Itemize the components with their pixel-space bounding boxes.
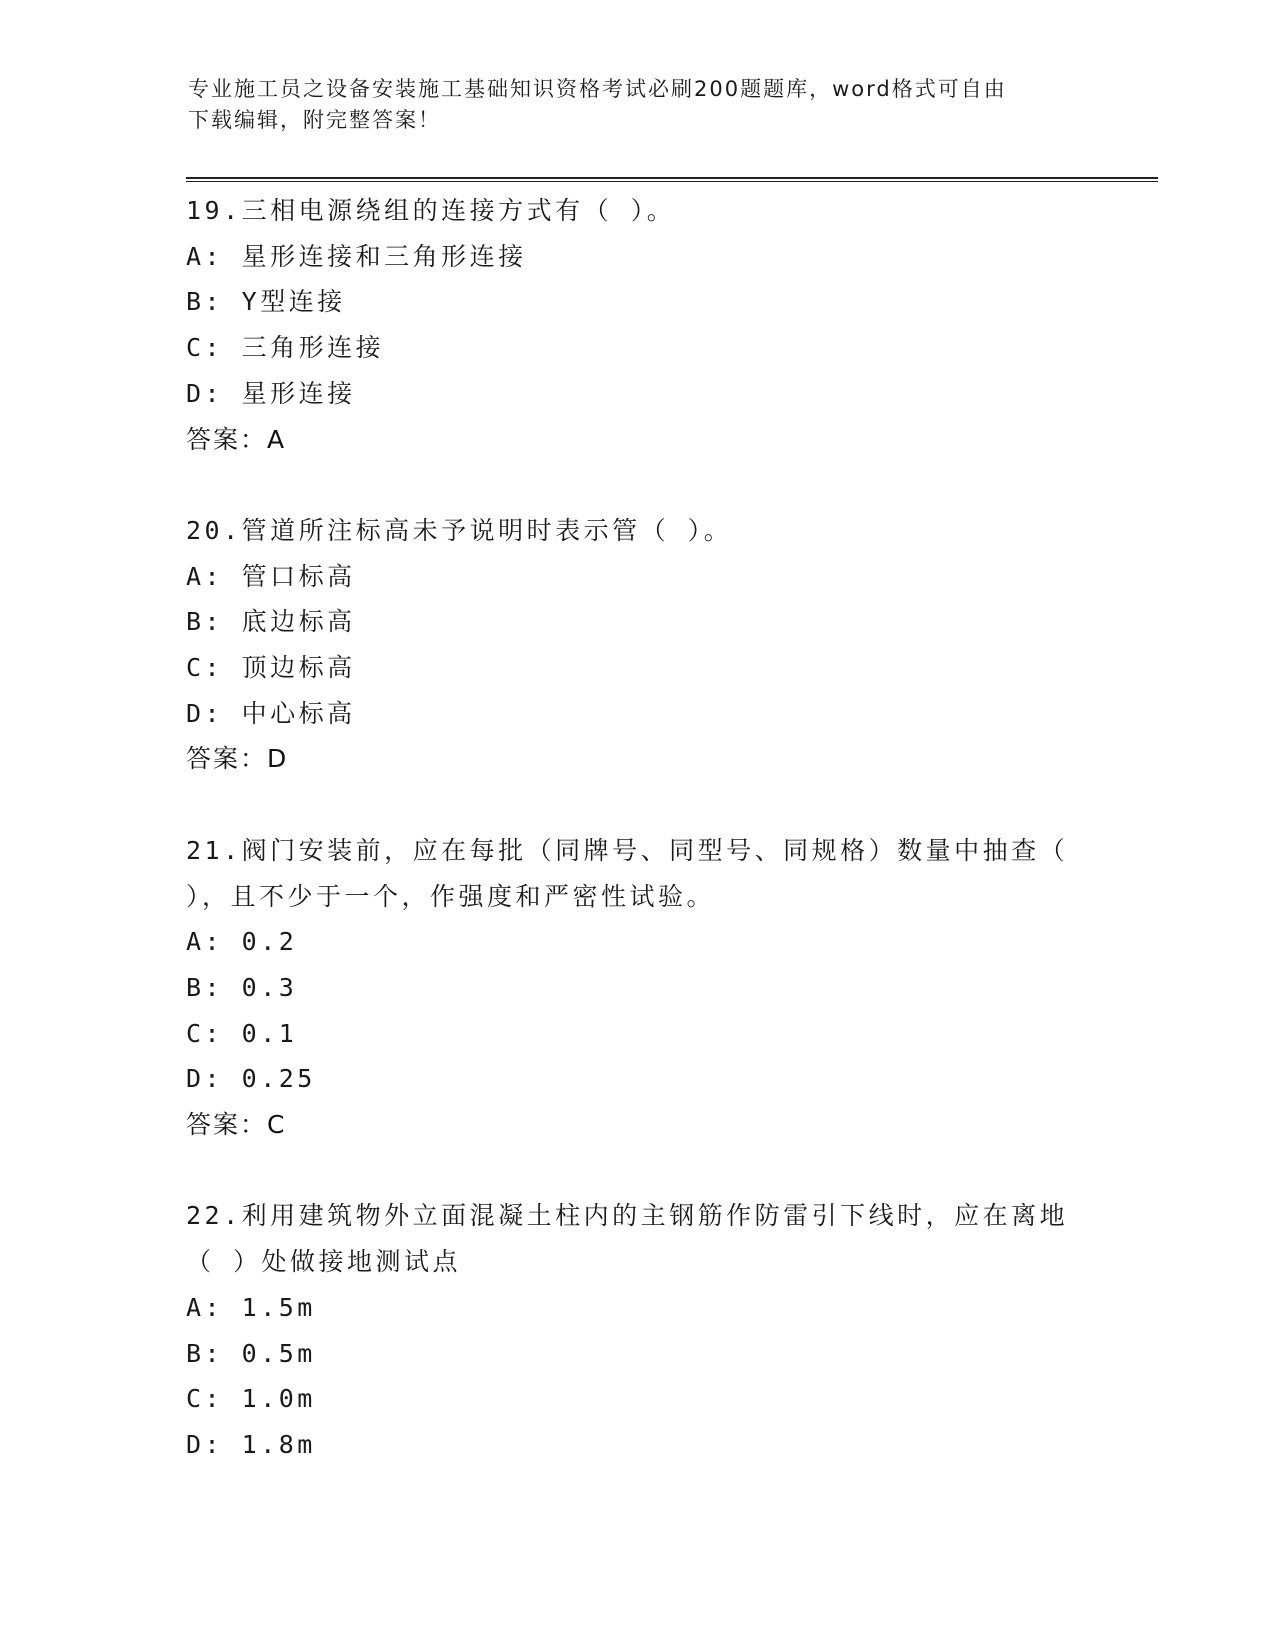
answer-line: 答案：D [186,744,289,774]
option-c: C: 顶边标高 [186,653,356,683]
header-line-1: 专业施工员之设备安装施工基础知识资格考试必刷200题题库，word格式可自由 [188,77,1007,101]
option-b: B: 底边标高 [186,607,356,637]
option-a: A: 1.5m [186,1292,316,1322]
question-stem-line-1: 21.阀门安装前，应在每批（同牌号、同型号、同规格）数量中抽查（ [186,835,1069,865]
option-a: A: 星形连接和三角形连接 [186,241,527,271]
question-stem-line-1: 22.利用建筑物外立面混凝土柱内的主钢筋作防雷引下线时，应在离地 [186,1201,1069,1231]
option-c: C: 三角形连接 [186,333,385,363]
question-20 [186,508,1116,782]
question-stem-line-2: ），且不少于一个，作强度和严密性试验。 [186,881,716,911]
option-b: B: 0.5m [186,1338,316,1368]
header-line-2: 下载编辑，附完整答案！ [188,108,441,132]
option-d: D: 星形连接 [186,378,356,408]
option-d: D: 中心标高 [186,698,356,728]
spacer [186,462,1116,508]
question-21 [186,828,1116,1148]
question-19 [186,188,1116,462]
question-stem-line-2: （ ）处做接地测试点 [186,1247,462,1277]
option-c: C: 0.1 [186,1018,298,1048]
question-stem: 19.三相电源绕组的连接方式有（ ）。 [186,196,676,225]
option-c: C: 1.0m [186,1384,316,1414]
option-d: D: 0.25 [186,1064,316,1094]
option-b: B: 0.3 [186,972,298,1002]
option-a: A: 0.2 [186,927,298,957]
header-divider [186,177,1158,182]
option-b: B: Y型连接 [186,287,346,317]
spacer [186,782,1116,828]
option-a: A: 管口标高 [186,561,356,591]
document-header [188,74,1068,136]
question-list [186,188,1116,1468]
question-22 [186,1193,1116,1467]
answer-line: 答案：C [186,1110,287,1140]
option-d: D: 1.8m [186,1429,316,1459]
spacer [186,1148,1116,1194]
answer-line: 答案：A [186,424,287,454]
question-stem: 20.管道所注标高未予说明时表示管（ ）。 [186,515,733,545]
